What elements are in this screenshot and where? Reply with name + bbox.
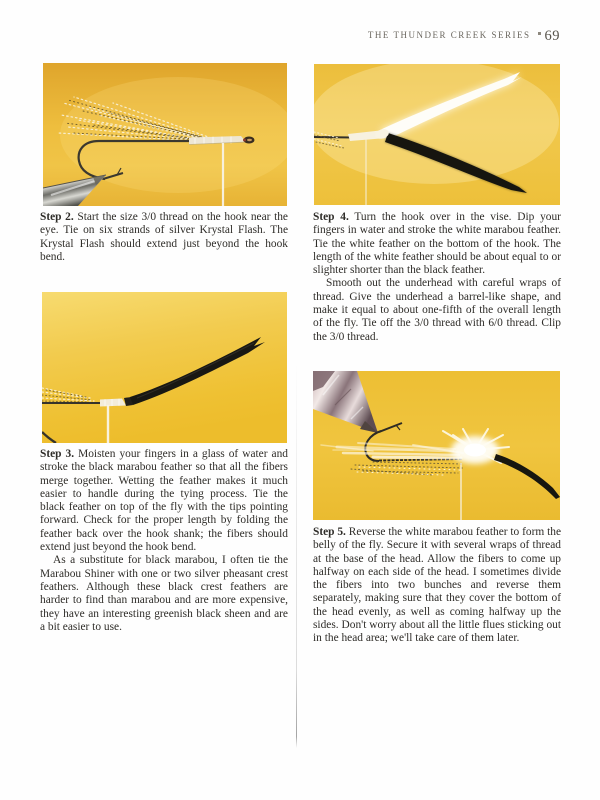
step-3-text bbox=[40, 448, 288, 634]
step-5-text bbox=[313, 526, 561, 646]
step-paragraph bbox=[40, 448, 288, 554]
page-gutter-crease bbox=[296, 362, 297, 748]
step-4-paragraph-2: Smooth out the underhead with careful wraps of thread. Give the underhead a barrel-like shape, and make it equal to about one-fifth of the overall length of the fly. Tie off the 3/0 thread with 6/0 thread. Clip the 3/0 thread. bbox=[313, 277, 561, 343]
fly-photo-illustration bbox=[314, 64, 560, 205]
photo-step2-krystal-flash bbox=[43, 63, 287, 206]
step-2-text bbox=[40, 211, 288, 264]
step-4-label: Step 4. bbox=[313, 211, 349, 223]
step-4-text bbox=[313, 211, 561, 344]
square-bullet-icon bbox=[538, 32, 541, 35]
fly-photo-illustration bbox=[313, 371, 560, 520]
page-header bbox=[0, 27, 560, 45]
photo-step3-black-marabou bbox=[42, 292, 287, 443]
step-2-label: Step 2. bbox=[40, 211, 74, 223]
step-4-paragraph-1: Turn the hook over in the vise. Dip your fingers in water and stroke the white marabou feather. Tie the white feather on the bottom of the hook. The length of the white feather should be about equal to or slighter shorter than the black feather. bbox=[313, 211, 561, 277]
step-paragraph bbox=[313, 211, 561, 277]
step-3-label: Step 3. bbox=[40, 448, 75, 460]
step-5-label: Step 5. bbox=[313, 526, 346, 538]
step-paragraph bbox=[313, 526, 561, 646]
step-5-paragraph-1: Reverse the white marabou feather to form the belly of the fly. Secure it with several wraps of thread at the base of the head. Allow the fibers to come up halfway on each side of the head. I sometimes divide the fibers into two bunches and reverse them separately, making sure that they cover the bottom of the head evenly, as well as coming halfway up the sides. Don't worry about all the little flues sticking out in the head area; we'll take care of them later. bbox=[313, 526, 562, 645]
step-3-paragraph-2: As a substitute for black marabou, I often tie the Marabou Shiner with one or two silver pheasant crest feathers. Although these black crest feathers are harder to find than marabou and are more expensive, they have an interesting greenish black sheen and are a bit easier to use. bbox=[40, 554, 288, 633]
photo-step4-white-marabou bbox=[314, 64, 560, 205]
step-3-paragraph-1: Moisten your fingers in a glass of water and stroke the black marabou feather so that all the fibers merge together. Wetting the feather makes it much easier to handle during the tying process. Tie the black feather on top of the fly with the tips pointing forward. Check for the proper length by folding the feather back over the hook shank; the fibers should extend just beyond the hook bend. bbox=[40, 448, 288, 554]
step-paragraph bbox=[40, 211, 288, 264]
page-number: 69 bbox=[544, 28, 560, 44]
photo-step5-reversed-belly bbox=[313, 371, 560, 520]
running-head-title: THE THUNDER CREEK SERIES bbox=[367, 30, 531, 40]
fly-photo-illustration bbox=[43, 63, 287, 206]
step-2-paragraph-1: Start the size 3/0 thread on the hook near the eye. Tie on six strands of silver Krystal Flash. The Krystal Flash should extend just beyond the hook bend. bbox=[40, 211, 288, 263]
fly-photo-illustration bbox=[42, 292, 287, 443]
